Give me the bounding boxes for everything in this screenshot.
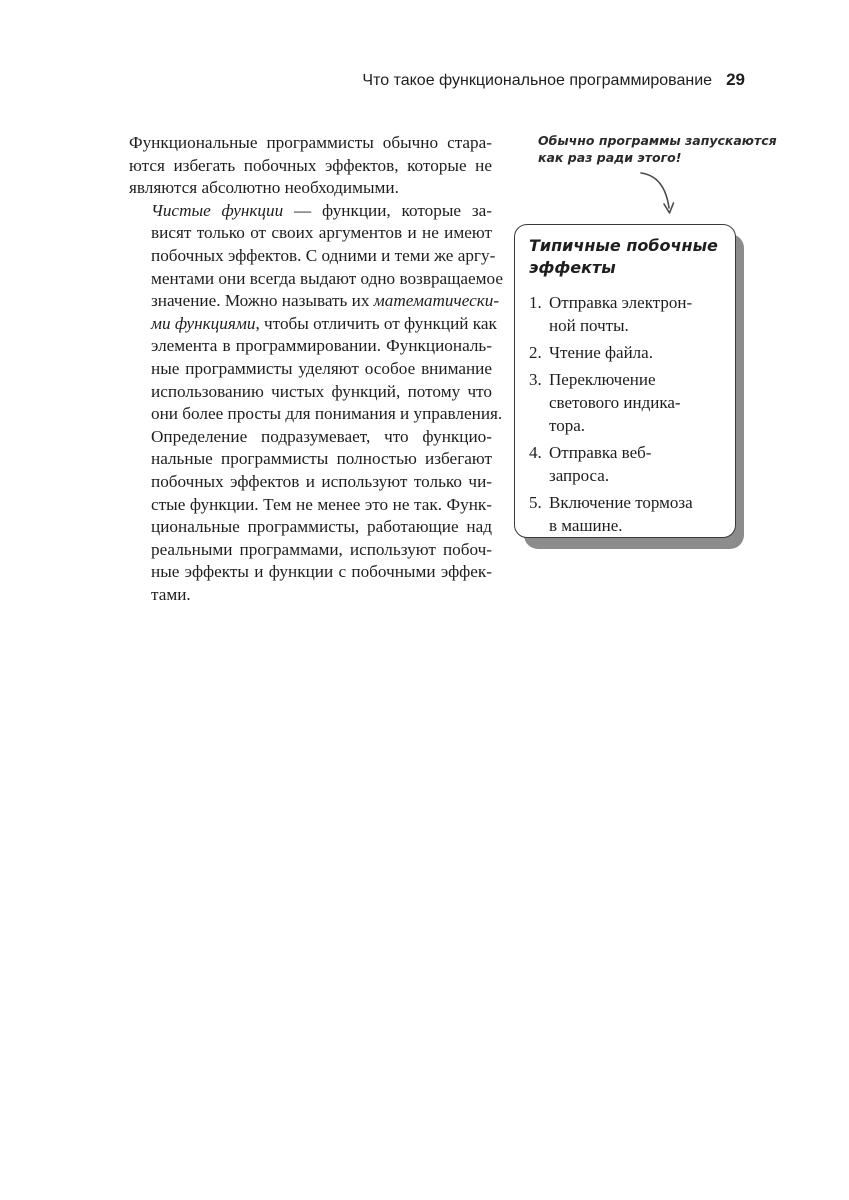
side-effects-list — [529, 291, 723, 537]
list-number: 3. — [529, 370, 542, 389]
chapter-title: Что такое функциональное программирование — [362, 72, 713, 89]
text-line: Функциональные программисты обычно стара- — [129, 133, 492, 152]
text-line: ные программисты уделяют особое внимание — [151, 358, 492, 378]
text-line: ются избегать побочных эффектов, которые не — [129, 155, 492, 175]
list-number: 4. — [529, 443, 542, 462]
list-text: Отправка электрон- — [549, 293, 693, 312]
text-line: нальные программисты полностью избегают — [151, 449, 492, 469]
text-line — [129, 290, 500, 313]
list-item — [529, 341, 723, 364]
text-line — [129, 200, 492, 223]
margin-annotation — [538, 132, 777, 166]
paragraph-1 — [129, 132, 492, 200]
text-line: висят только от своих аргументов и не имеют — [151, 223, 492, 243]
page-number: 29 — [726, 70, 745, 89]
text-line: побочных эффектов. С одними и теми же аргу- — [151, 245, 496, 265]
main-text-column — [129, 132, 503, 606]
text-line: тами. — [151, 584, 191, 604]
paragraph-2 — [129, 200, 503, 426]
list-text: ной почты. — [549, 316, 629, 335]
annotation-line: Обычно программы запускаются — [538, 133, 777, 148]
sidebar-title-line: Типичные побочные — [529, 236, 718, 255]
list-text: светового индика- — [549, 393, 681, 412]
list-item — [529, 491, 723, 537]
list-text: тора. — [549, 416, 586, 435]
side-effects-sidebar — [514, 224, 736, 538]
term-math-functions-cont: ми функциями — [151, 313, 256, 333]
list-text: Отправка веб- — [549, 443, 652, 462]
running-head — [300, 68, 745, 92]
text-segment: , чтобы отличить от функций как — [255, 313, 497, 333]
text-line: циональные программисты, работающие над — [151, 517, 492, 537]
text-line: использованию чистых функций, потому что — [151, 381, 492, 401]
text-line: Определение подразумевает, что функцио- — [151, 426, 492, 446]
text-line: являются абсолютно необходимыми. — [129, 178, 399, 198]
sidebar-title — [529, 235, 723, 279]
annotation-line: как раз ради этого! — [538, 150, 682, 165]
list-text: в машине. — [549, 516, 623, 535]
text-line: ные эффекты и функции с побочными эффек- — [151, 562, 492, 582]
paragraph-3 — [129, 426, 492, 607]
term-pure-functions: Чистые функции — [151, 200, 284, 220]
text-line: побочных эффектов и используют только чи- — [151, 471, 492, 491]
list-item — [529, 368, 723, 437]
list-text: Чтение файла. — [549, 343, 653, 362]
text-line: они более просты для понимания и управления. — [151, 404, 503, 424]
list-item — [529, 441, 723, 487]
text-line: ментами они всегда выдают одно возвращаемое — [151, 268, 503, 288]
sidebar-title-line: эффекты — [529, 258, 616, 277]
list-number: 2. — [529, 343, 542, 362]
text-line: элемента в программировании. Функциональ- — [151, 336, 492, 356]
list-number: 1. — [529, 293, 542, 312]
list-text: запроса. — [549, 466, 610, 485]
term-math-functions: математически- — [373, 291, 500, 311]
list-text: Переключение — [549, 370, 656, 389]
list-item — [529, 291, 723, 337]
curved-arrow-icon — [630, 168, 690, 220]
text-line: реальными программами, используют побоч- — [151, 539, 492, 559]
text-line: стые функции. Тем не менее это не так. Функ- — [151, 494, 492, 514]
text-line — [129, 313, 497, 336]
text-segment: значение. Можно называть их — [151, 291, 374, 311]
list-number: 5. — [529, 493, 542, 512]
text-segment: — функции, которые за- — [283, 200, 492, 220]
list-text: Включение тормоза — [549, 493, 693, 512]
